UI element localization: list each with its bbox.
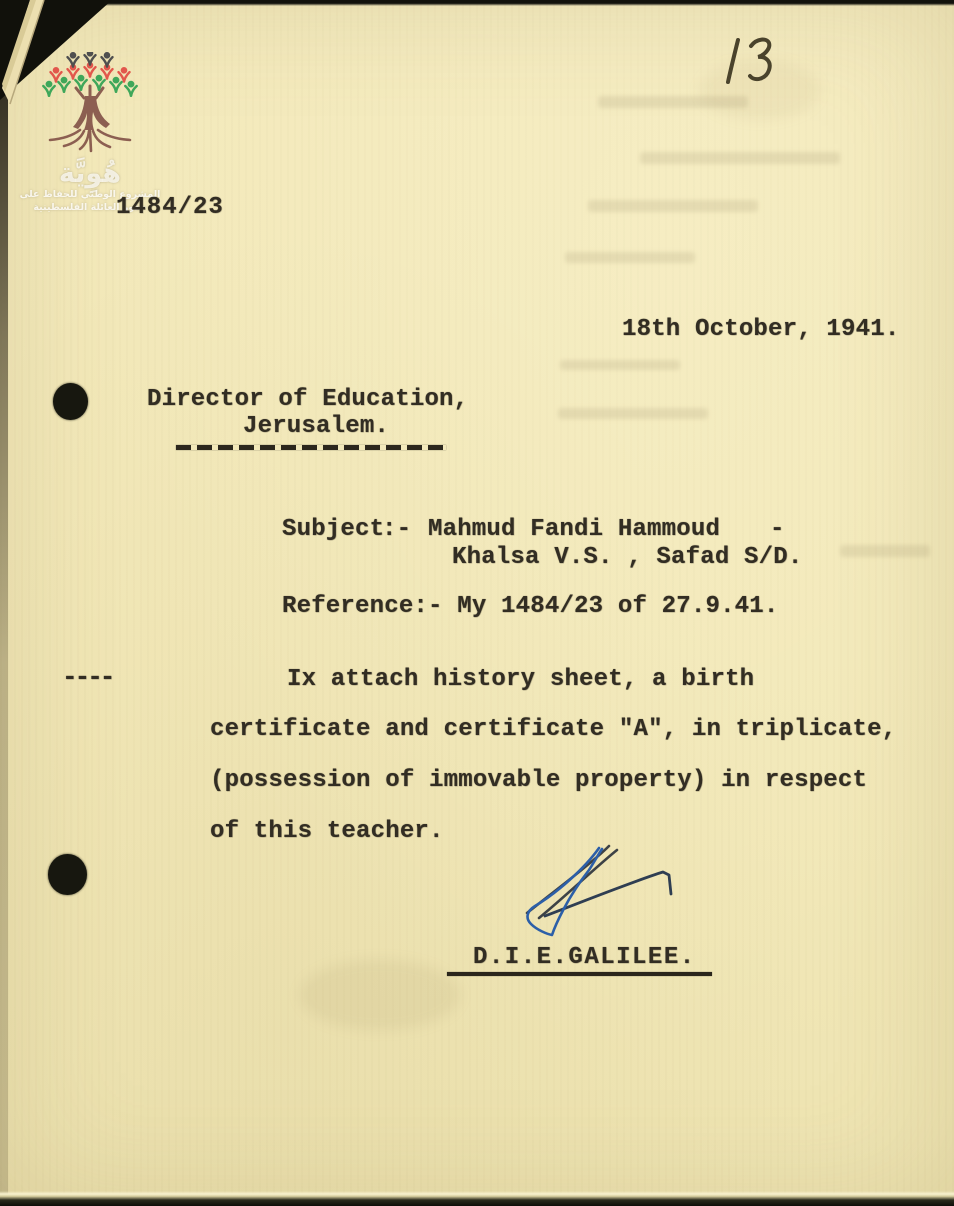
bleedthrough-smudge — [588, 200, 758, 212]
bleedthrough-smudge — [640, 152, 840, 164]
signature-scrawl — [497, 838, 687, 943]
subject-line2: Khalsa V.S. , Safad S/D. — [452, 544, 803, 571]
recipient-line2: Jerusalem. — [243, 413, 390, 440]
punch-hole-top — [53, 383, 88, 420]
signatory-name: D.I.E.GALILEE. — [473, 944, 696, 971]
signatory-underline — [447, 972, 712, 976]
recipient-dashed-underline — [176, 445, 446, 450]
subject-trailing-dash: - — [770, 516, 785, 543]
subject-name: Mahmud Fandi Hammoud — [428, 516, 721, 543]
subject-separator: :- — [382, 516, 412, 543]
bleedthrough-smudge — [560, 360, 680, 370]
paper-stain — [300, 960, 460, 1030]
margin-dashes: ---- — [62, 662, 113, 692]
subject-label: Subject — [282, 516, 385, 543]
reference-number: 1484/23 — [116, 194, 224, 221]
body-line3: (possession of immovable property) in respect — [210, 767, 868, 794]
scan-edge-top — [0, 0, 954, 6]
scan-edge-left — [0, 0, 8, 1206]
recipient-line1: Director of Education, — [147, 386, 469, 413]
page-corner-fold — [0, 0, 125, 110]
reference-line: Reference:- My 1484/23 of 27.9.41. — [282, 593, 779, 620]
body-line4: of this teacher. — [210, 818, 444, 845]
date-line: 18th October, 1941. — [622, 316, 900, 343]
punch-hole-bottom — [48, 854, 87, 895]
bleedthrough-smudge — [565, 252, 695, 263]
body-line2: certificate and certificate "A", in triplicate, — [210, 716, 897, 743]
body-line1: Ix attach history sheet, a birth — [287, 666, 755, 693]
bleedthrough-smudge — [840, 545, 930, 557]
logo-arabic-title: هُوِيَّة — [58, 158, 122, 189]
logo-arabic-subtitle-line1: المشروع الوطني للحفاظ على — [19, 188, 161, 200]
logo-arabic-subtitle-line2: جذور العائلة الفلسطينية — [33, 201, 147, 213]
bleedthrough-smudge — [558, 408, 708, 419]
scan-edge-bottom — [0, 1191, 954, 1206]
handwritten-page-number — [703, 30, 798, 102]
